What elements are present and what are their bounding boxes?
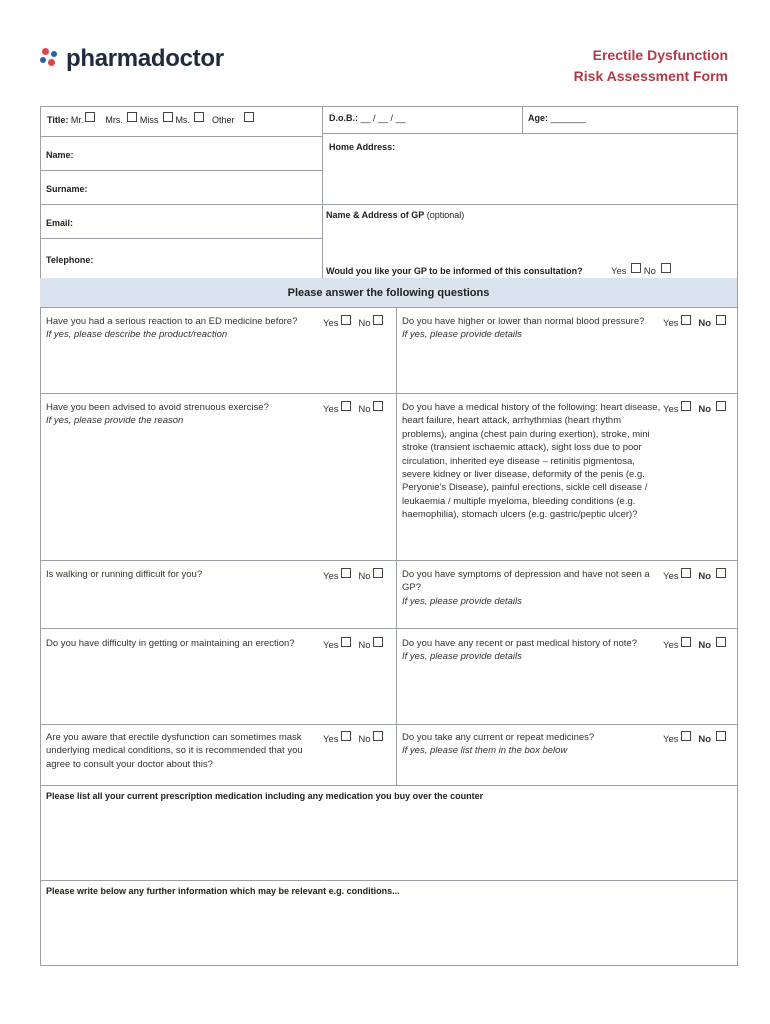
- yes-checkbox[interactable]: [341, 637, 351, 647]
- no-label: No: [698, 404, 712, 415]
- name-label: Name:: [46, 150, 74, 160]
- title-other-checkbox[interactable]: [244, 112, 254, 122]
- further-info-input[interactable]: [44, 899, 733, 961]
- no-label: No: [358, 734, 371, 745]
- section-header: Please answer the following questions: [40, 278, 737, 307]
- no-checkbox[interactable]: [373, 637, 383, 647]
- no-label: No: [358, 640, 371, 651]
- question-right-5: [402, 731, 652, 758]
- question-right-4: [402, 637, 652, 664]
- surname-label: Surname:: [46, 184, 88, 194]
- yes-label: Yes: [663, 734, 679, 745]
- question-left-4: [46, 637, 301, 650]
- question-text: Have you been advised to avoid strenuous exercise?: [46, 402, 269, 413]
- answer-left-4: [323, 637, 383, 651]
- title-ms-checkbox[interactable]: [194, 112, 204, 122]
- question-right-3: [402, 568, 652, 608]
- no-checkbox[interactable]: [716, 315, 726, 325]
- question-text: Do you have symptoms of depression and have not seen a GP?: [402, 569, 650, 594]
- question-text: Is walking or running difficult for you?: [46, 569, 203, 580]
- medication-label: Please list all your current prescription medication including any medication you buy over the counter: [46, 791, 484, 801]
- name-input[interactable]: [100, 140, 315, 166]
- yes-checkbox[interactable]: [341, 568, 351, 578]
- home-address-label: Home Address:: [329, 142, 396, 152]
- yes-checkbox[interactable]: [341, 401, 351, 411]
- question-right-2: [402, 401, 664, 522]
- yes-checkbox[interactable]: [341, 731, 351, 741]
- question-hint: If yes, please provide details: [402, 329, 522, 341]
- yes-label: Yes: [663, 404, 679, 415]
- title-option-miss: Miss: [139, 115, 159, 125]
- yes-checkbox[interactable]: [681, 315, 691, 325]
- no-label: No: [698, 734, 712, 745]
- title-mr-checkbox[interactable]: [85, 112, 95, 122]
- question-left-2: [46, 401, 311, 428]
- yes-checkbox[interactable]: [681, 731, 691, 741]
- gp-inform-no-checkbox[interactable]: [661, 263, 671, 273]
- no-label: No: [358, 318, 371, 329]
- no-checkbox[interactable]: [373, 401, 383, 411]
- yes-label: Yes: [323, 640, 339, 651]
- title-mrs-checkbox[interactable]: [127, 112, 137, 122]
- yes-label: Yes: [323, 571, 339, 582]
- yes-label: Yes: [663, 318, 679, 329]
- yes-label: Yes: [323, 404, 339, 415]
- form-title-line1: Erectile Dysfunction: [592, 47, 728, 63]
- no-checkbox[interactable]: [373, 731, 383, 741]
- age-label: Age:: [528, 113, 548, 123]
- logo-mark-icon: [40, 48, 62, 70]
- question-right-1: [402, 315, 652, 342]
- brand-logo: [40, 45, 224, 73]
- question-hint: If yes, please describe the product/reaction: [46, 329, 228, 341]
- title-field: [47, 112, 254, 125]
- question-hint: If yes, please list them in the box below: [402, 745, 568, 757]
- question-left-3: [46, 568, 311, 581]
- answer-left-2: [323, 401, 383, 415]
- title-miss-checkbox[interactable]: [163, 112, 173, 122]
- no-checkbox[interactable]: [373, 315, 383, 325]
- age-field[interactable]: [528, 113, 586, 123]
- medication-input[interactable]: [44, 804, 733, 876]
- question-text: Do you take any current or repeat medicines?: [402, 732, 595, 743]
- no-checkbox[interactable]: [373, 568, 383, 578]
- yes-label: Yes: [323, 734, 339, 745]
- answer-left-3: [323, 568, 383, 582]
- no-checkbox[interactable]: [716, 568, 726, 578]
- answer-right-3: [663, 568, 726, 582]
- email-label: Email:: [46, 218, 74, 228]
- answer-left-1: [323, 315, 383, 329]
- no-label: No: [358, 404, 371, 415]
- no-label: No: [698, 318, 712, 329]
- surname-input[interactable]: [100, 174, 315, 200]
- email-input[interactable]: [100, 208, 315, 234]
- dob-field[interactable]: [329, 113, 406, 123]
- gp-inform-no-label: No: [643, 266, 656, 277]
- telephone-input[interactable]: [110, 244, 315, 272]
- question-hint: If yes, please provide details: [402, 651, 522, 663]
- question-text: Do you have difficulty in getting or maintaining an erection?: [46, 638, 295, 649]
- yes-label: Yes: [663, 571, 679, 582]
- yes-checkbox[interactable]: [341, 315, 351, 325]
- yes-label: Yes: [663, 640, 679, 651]
- gp-optional: (optional): [426, 210, 465, 220]
- no-label: No: [358, 571, 371, 582]
- gp-address-input[interactable]: [326, 223, 732, 261]
- title-option-mr: Mr.: [70, 115, 84, 125]
- home-address-input[interactable]: [326, 156, 732, 200]
- form-title-line2: Risk Assessment Form: [573, 68, 728, 84]
- question-text: Do you have higher or lower than normal blood pressure?: [402, 316, 645, 327]
- question-text: Do you have any recent or past medical history of note?: [402, 638, 637, 649]
- title-option-ms: Ms.: [175, 115, 190, 125]
- question-hint: If yes, please provide details: [402, 595, 522, 607]
- no-checkbox[interactable]: [716, 401, 726, 411]
- no-label: No: [698, 571, 712, 582]
- question-text: Have you had a serious reaction to an ED medicine before?: [46, 316, 298, 327]
- no-checkbox[interactable]: [716, 637, 726, 647]
- yes-label: Yes: [323, 318, 339, 329]
- question-left-1: [46, 315, 301, 342]
- no-checkbox[interactable]: [716, 731, 726, 741]
- question-left-5: [46, 731, 318, 771]
- telephone-label: Telephone:: [46, 255, 94, 265]
- further-info-label: Please write below any further information which may be relevant e.g. conditions...: [46, 886, 400, 896]
- title-label: Title:: [47, 115, 69, 125]
- brand-name: pharmadoctor: [66, 45, 224, 72]
- question-text: Do you have a medical history of the following: heart disease, heart failure, heart attack, arrhythmias (heart rhythm problems), angina (chest pain during exertion), stroke, mini stroke (transient ischaemic attack), sight loss due to poor circulation, inherited eye disease – retinitis pigmentosa, severe kidney or liver disease, deformity of the penis (e.g. Peryonie’s Disease), painful erections, sickle cell disease / leukaemia / multiple myeloma, bleeding conditions (e.g. haemophilia), stomach ulcers (e.g. gastric/peptic ulcer)?: [402, 402, 661, 521]
- answer-right-1: [663, 315, 726, 329]
- answer-right-5: [663, 731, 726, 745]
- dob-value[interactable]: __ / __ / __: [360, 113, 406, 123]
- gp-inform-question: Would you like your GP to be informed of this consultation?: [326, 266, 583, 276]
- dob-label: D.o.B.:: [329, 113, 358, 123]
- gp-inform-yes-label: Yes: [611, 266, 627, 277]
- gp-inform-yes-checkbox[interactable]: [631, 263, 641, 273]
- age-value[interactable]: _______: [550, 113, 586, 123]
- answer-left-5: [323, 731, 383, 745]
- form-title: [574, 45, 728, 87]
- gp-field: [326, 210, 464, 220]
- gp-label: Name & Address of GP: [326, 210, 425, 220]
- yes-checkbox[interactable]: [681, 568, 691, 578]
- question-text: Are you aware that erectile dysfunction can sometimes mask underlying medical conditions, so it is recommended that you agree to consult your doctor about this?: [46, 732, 303, 770]
- answer-right-4: [663, 637, 726, 651]
- yes-checkbox[interactable]: [681, 401, 691, 411]
- no-label: No: [698, 640, 712, 651]
- gp-inform-options: [611, 263, 671, 277]
- title-option-mrs: Mrs.: [105, 115, 123, 125]
- yes-checkbox[interactable]: [681, 637, 691, 647]
- answer-right-2: [663, 401, 726, 415]
- title-option-other: Other: [211, 115, 235, 125]
- question-hint: If yes, please provide the reason: [46, 415, 184, 427]
